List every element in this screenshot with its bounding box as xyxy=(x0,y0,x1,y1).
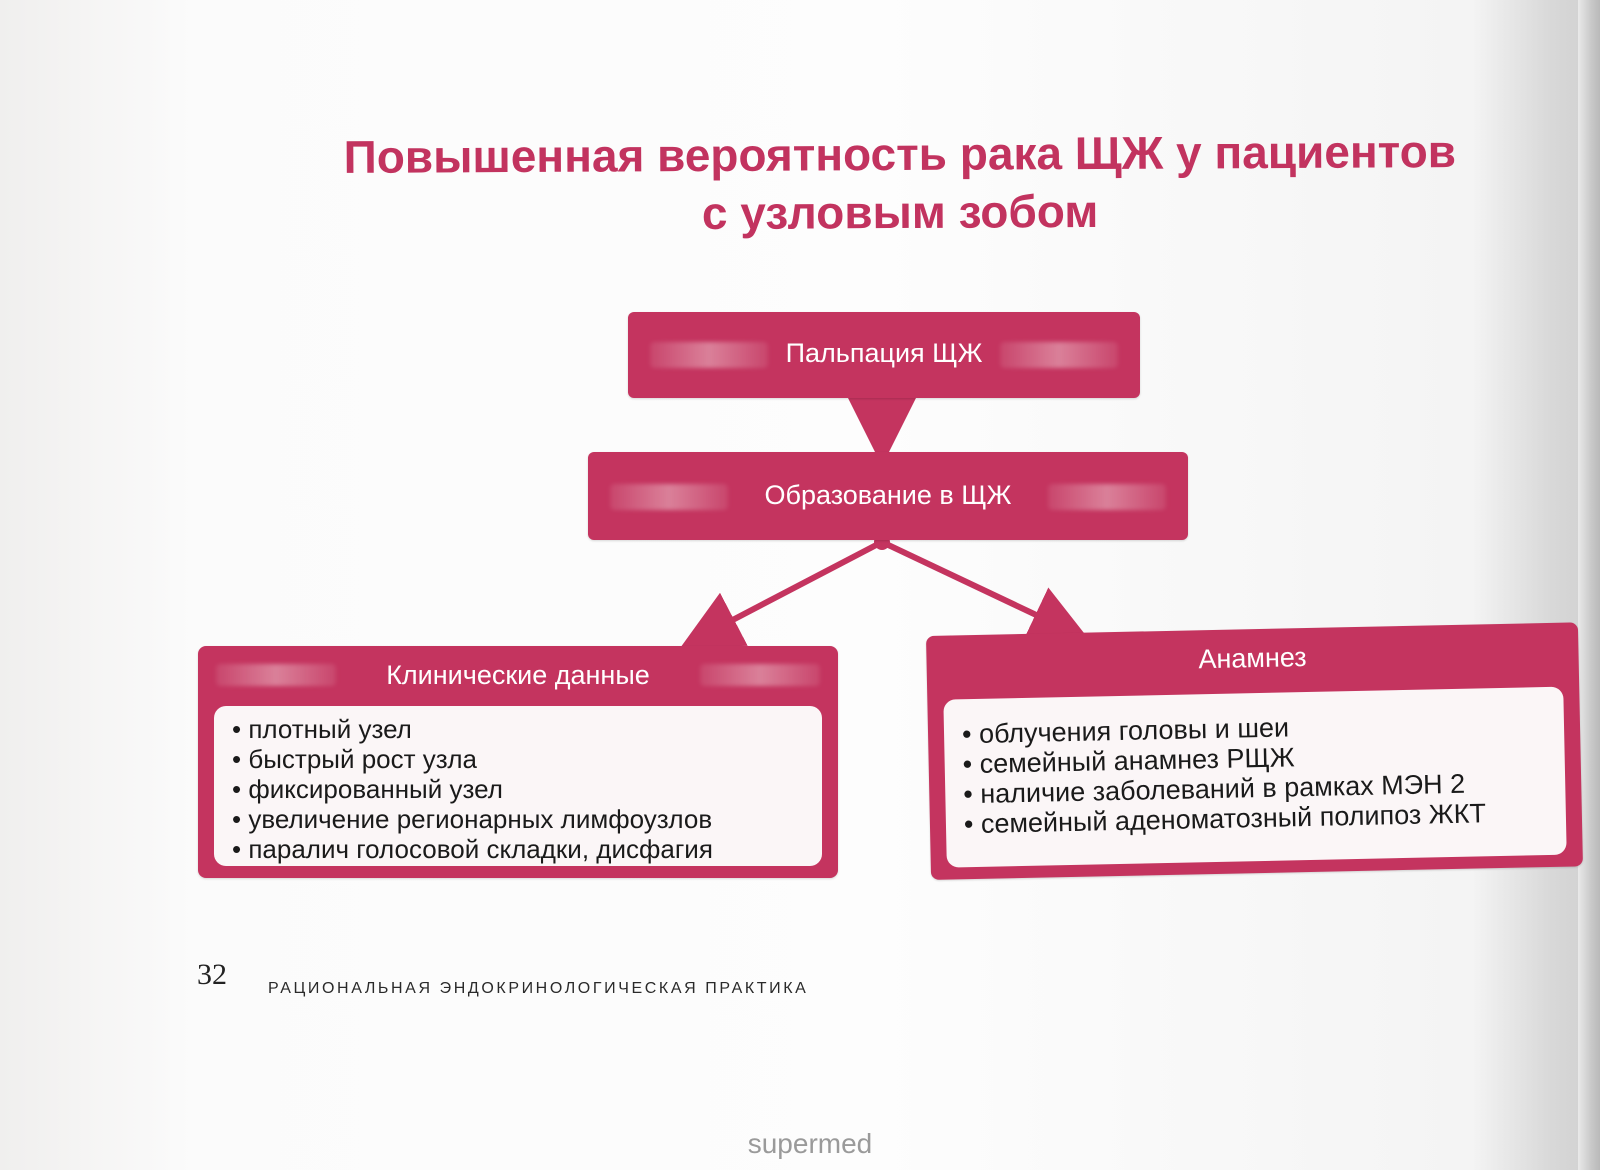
list-item: • паралич голосовой складки, дисфагия xyxy=(232,834,822,864)
panel-history xyxy=(926,622,1583,880)
title-line-1: Повышенная вероятность рака ЩЖ у пациентов xyxy=(343,125,1457,183)
history-list xyxy=(943,687,1566,840)
clinical-title: Клинические данные xyxy=(386,660,650,690)
box-palpation xyxy=(628,312,1140,398)
clinical-list xyxy=(214,706,822,864)
box-formation xyxy=(588,452,1188,540)
list-item: • фиксированный узел xyxy=(232,774,822,804)
list-item: • семейный анамнез РЩЖ xyxy=(962,737,1564,780)
list-item: • быстрый рост узла xyxy=(232,744,822,774)
page-number: 32 xyxy=(197,958,227,991)
formation-label: Образование в ЩЖ xyxy=(764,480,1012,510)
clinical-body xyxy=(214,706,822,866)
arrow-to-clinical xyxy=(702,542,882,636)
journal-name: РАЦИОНАЛЬНАЯ ЭНДОКРИНОЛОГИЧЕСКАЯ ПРАКТИКА xyxy=(268,980,809,997)
arrow-to-history xyxy=(882,542,1068,630)
list-item: • наличие заболеваний в рамках МЭН 2 xyxy=(963,767,1565,810)
list-item: • увеличение регионарных лимфоузлов xyxy=(232,804,822,834)
watermark: supermed xyxy=(747,1128,873,1159)
list-item: • плотный узел xyxy=(232,714,822,744)
palpation-label: Пальпация ЩЖ xyxy=(785,338,983,368)
history-title: Анамнез xyxy=(1198,642,1307,675)
list-item: • семейный аденоматозный полипоз ЖКТ xyxy=(964,797,1566,840)
title-line-2: с узловым зобом xyxy=(701,184,1099,240)
list-item: • облучения головы и шеи xyxy=(962,707,1564,750)
panel-clinical-data xyxy=(198,646,838,878)
history-body xyxy=(943,687,1566,868)
diagram-title xyxy=(200,121,1600,244)
